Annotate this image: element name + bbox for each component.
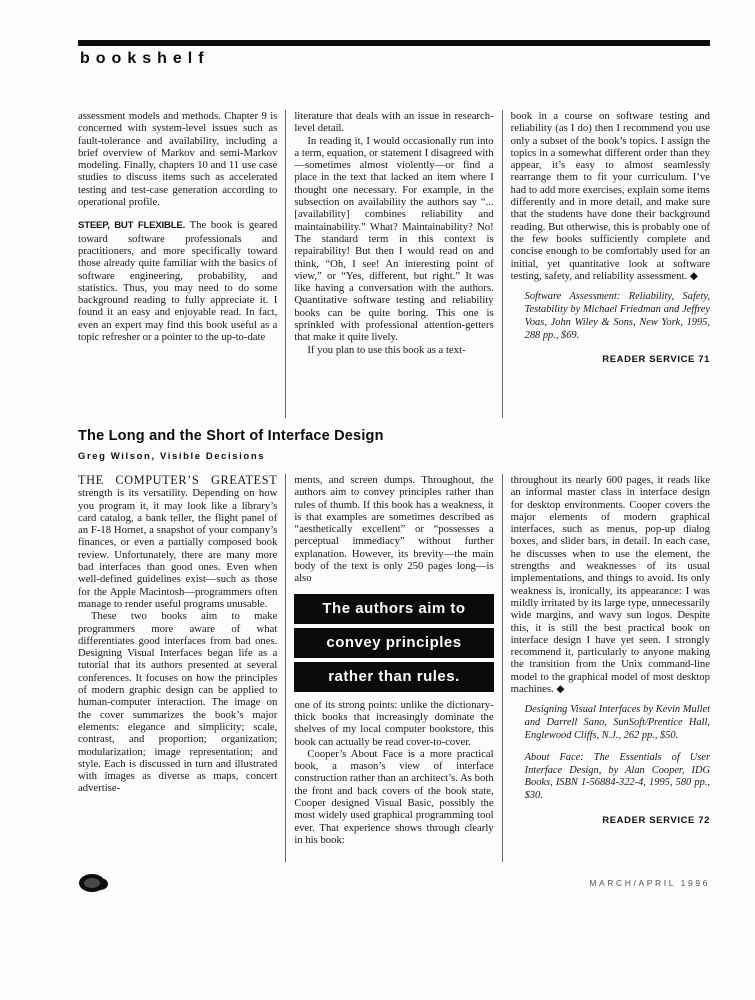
paragraph: In reading it, I would occasionally run into a term, equation, or statement I disagreed with—sometimes almost violently—or find a place in the text that lacked an item where I thought one necessary. For example, in the subsection on availability the authors say “...[availability] combines reliability and maintainability.” What? Maintainability? No! The standard term in this context is repairability! But then I would read on and think, “Oh, I see! An interesting point of view,” or “Yes, different, but right.” It was like having a conversation with the authors. Quantitative software testing and reliability books can be quite boring. This one is sprinkled with professional attention-getters that make it quite lively.	[294, 134, 494, 344]
top-column-1	[78, 110, 285, 418]
review-software-assessment	[78, 110, 710, 418]
paragraph	[78, 474, 277, 610]
paragraph: one of its strong points: unlike the dictionary-thick books that increasingly dominate the shelves of my local computer bookstore, this book can actually be read cover-to-cover.	[294, 698, 494, 748]
leadin-caps: THE COMPUTER’S GREATEST	[78, 474, 278, 487]
top-column-3	[502, 110, 710, 418]
bottom-column-3	[502, 474, 710, 862]
runin-heading: STEEP, BUT FLEXIBLE.	[78, 220, 186, 232]
paragraph-text: strength is its versatility. Depending on how you program it, it may look like a library’s card catalog, a bank teller, the flight panel of an F-18 Hornet, a snapshot of your company’s finances, or even a partially composed book review. Unfortunately, there are many more bad interfaces than good ones. Even when well-defined guidelines exist—such as those for the Apple Macintosh—programmers often manage to render useful programs unusable.	[78, 487, 278, 610]
paragraph: These two books aim to make programmers more aware of what differentiates good interfaces from bad ones. Designing Visual Interfaces began life as a tutorial that its authors presented at several conferences. It focuses on how the principles of modern graphic design can be applied to human-computer interaction. The image on the cover summarizes the book’s major elements: elegance and simplicity; scale, contrast, and proportion; organization; modularization; image representation; and style. Each is discussed in turn and illustrated with images as diverse as maps, concert advertise-	[78, 610, 278, 795]
masthead-rule	[78, 40, 710, 46]
article-byline: Greg Wilson, Visible Decisions	[78, 451, 266, 462]
book-citation: About Face: The Essentials of User Interface Design, by Alan Cooper, IDG Books, ISBN 1-56884-322-4, 1995, 580 pp., $30.	[524, 751, 710, 802]
reader-service-number: READER SERVICE 71	[602, 354, 710, 366]
book-citation: Software Assessment: Reliability, Safety, Testability by Michael Friedman and Jeffrey Voas, John Wiley & Sons, New York, 1995, 288 pp., $69.	[524, 291, 710, 341]
bottom-column-1	[78, 474, 285, 862]
publisher-logo-icon	[78, 872, 110, 894]
paragraph: assessment models and methods. Chapter 9 is concerned with system-level issues such as fault-tolerance and availability, including a brief overview of Markov and semi-Markov modeling. Finally, chapters 10 and 11 use case studies to discuss items such as accelerated testing and test-case generation according to operational profile.	[78, 110, 278, 209]
article-title: The Long and the Short of Interface Design	[78, 428, 384, 444]
paragraph: literature that deals with an issue in research-level detail.	[294, 110, 494, 135]
paragraph	[78, 219, 277, 343]
masthead	[78, 40, 710, 68]
bottom-column-2	[285, 474, 501, 862]
issue-date: MARCH/APRIL 1996	[589, 878, 710, 888]
pull-quote	[294, 594, 493, 692]
paragraph: throughout its nearly 600 pages, it reads like an informal master class in interface design for desktop environments. Cooper covers the major elements of modern graphical interfaces, such as menus, pop-up dialog boxes, and slider bars, in detail. In each case, he discusses when to use the element, the strengths and weaknesses of its usual implementations, and things to avoid. Its only weakness is, ironically, its appearance: I was mildly irritated by its large type, unnecessarily wide margins, and wavy sun logos. Despite this, it is still the best practical book on interface design I have yet seen. I strongly recommend it, particularly to anyone making the transition from the Unix command-line model to the graphical model of most desktop machines. ◆	[510, 474, 710, 696]
pull-quote-line: The authors aim to	[294, 594, 493, 624]
paragraph-text: The book is geared toward software professionals and practitioners, and more specifically toward those already quite familiar with the basics of software engineering, probability, and statistics. Thus, you may need to do some background reading to fully appreciate it. I found it an easy and enjoyable read. In fact, even an expert may find this book useful as a topic refresher or a pointer to the up-to-date	[78, 219, 278, 344]
paragraph: ments, and screen dumps. Throughout, the authors aim to convey principles rather than rules of thumb. If this book has a weakness, it is that examples are sometimes described as “aesthetically excellent” or “possesses a perceptual immediacy” without further explanation. However, its brevity—the main body of the text is only 250 pages long—is also	[294, 474, 494, 585]
reader-service-number: READER SERVICE 72	[602, 814, 710, 826]
pull-quote-line: rather than rules.	[294, 662, 493, 692]
pull-quote-line: convey principles	[294, 628, 493, 658]
paragraph: book in a course on software testing and reliability (as I do) then I recommend you use only a subset of the book’s topics. I assign the topics in a somewhat different order than they appear, it’s easy to almost seamlessly rearrange them to fit your curriculum. I’ve had to add more exercises, explain some items differently and in more detail, and make sure that the students have done their background reading. But otherwise, this is probably one of the few books sufficiently complete and concise enough to be comfortably used for an initial, yet quantitative look at software testing, safety, and reliability assessment. ◆	[510, 110, 710, 282]
paragraph: Cooper’s About Face is a more practical book, a mason’s view of interface construction rather than an architect’s. As both the front and back covers of the book state, Cooper designed Visual Basic, possibly the most widely used graphical programming tool ever. That experience shows through clearly in his book:	[294, 747, 494, 846]
section-label: bookshelf	[80, 50, 210, 67]
book-citation: Designing Visual Interfaces by Kevin Mullet and Darrell Sano, SunSoft/Prentice Hall, Englewood Cliffs, N.J., 262 pp., $50.	[524, 704, 710, 741]
page-footer	[78, 872, 710, 894]
top-column-2	[285, 110, 501, 418]
article-header	[78, 428, 710, 462]
page-content	[78, 40, 710, 894]
paragraph: If you plan to use this book as a text-	[307, 343, 466, 356]
review-interface-design	[78, 474, 710, 862]
